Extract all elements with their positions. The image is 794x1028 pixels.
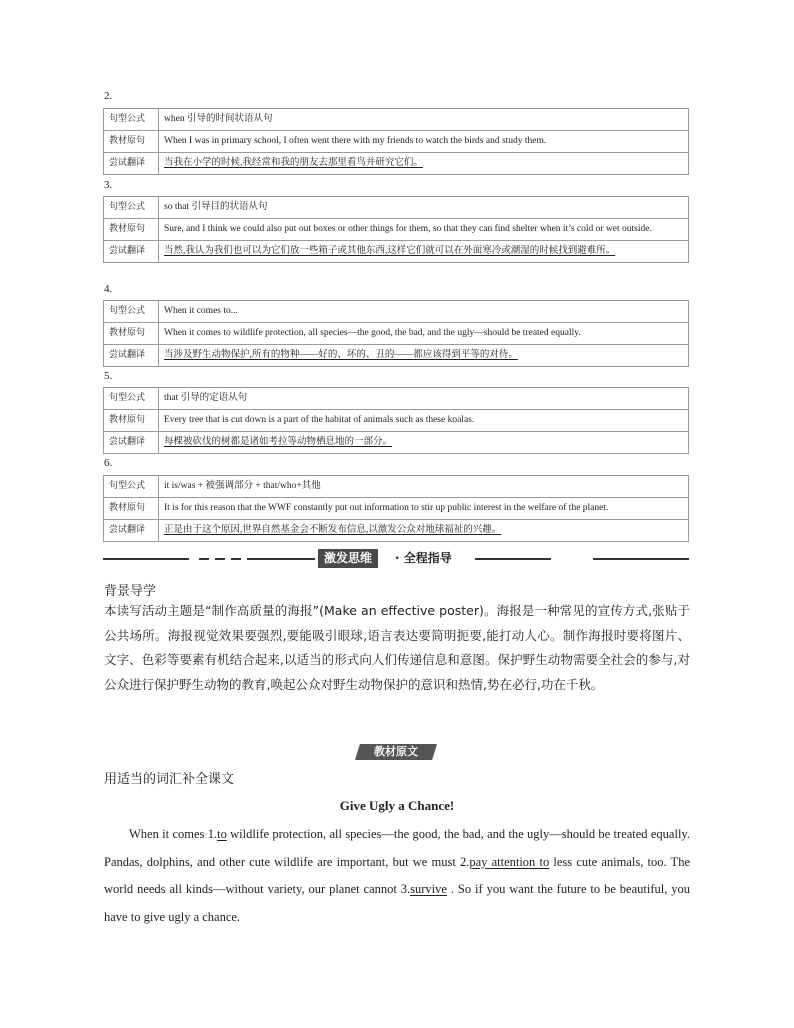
- divider-dash: [215, 558, 226, 560]
- source-sentence: When it comes to wildlife protection, all species—the good, the bad, and the ugly—should be treated equally.: [159, 323, 689, 345]
- story-paragraph: [104, 821, 690, 931]
- translate-label: 尝试翻译: [104, 153, 159, 175]
- source-label: 教材原句: [104, 410, 159, 432]
- translation-text: 当然,我认为我们也可以为它们放一些箱子或其他东西,这样它们就可以在外面寒冷或潮湿的时候找到避难所。: [164, 246, 616, 256]
- source-label: 教材原句: [104, 219, 159, 241]
- pattern-label: 句型公式: [104, 301, 159, 323]
- section-heading-sub: · 全程指导: [395, 551, 452, 565]
- divider-line: [475, 558, 551, 560]
- sentence-pattern-table: [103, 387, 689, 454]
- pattern-label: 句型公式: [104, 388, 159, 410]
- source-sentence: Every tree that is cut down is a part of the habitat of animals such as these koalas.: [159, 410, 689, 432]
- sentence-pattern-table: [103, 108, 689, 175]
- section-heading-box: 激发思维: [318, 549, 378, 568]
- translation-text: 正是由于这个原因,世界自然基金会不断发布信息,以激发公众对地球福祉的兴趣。: [164, 525, 502, 535]
- fill-instruction: 用适当的词汇补全课文: [104, 772, 235, 787]
- pattern-text: it is/was + 被强调部分 + that/who+其他: [159, 476, 689, 498]
- divider-line: [593, 558, 689, 560]
- source-sentence: It is for this reason that the WWF constantly put out information to stir up public interest in the welfare of the planet.: [159, 498, 689, 520]
- answer-blank-1: to: [217, 827, 227, 841]
- divider-dash: [231, 558, 242, 560]
- story-text: . So if you want the future to be beautiful, you have to give ugly a chance.: [104, 882, 690, 924]
- pattern-text: so that 引导目的状语从句: [159, 197, 689, 219]
- pattern-label: 句型公式: [104, 197, 159, 219]
- divider-line: [247, 558, 315, 560]
- item-number: 6.: [104, 457, 113, 469]
- story-title: Give Ugly a Chance!: [339, 798, 455, 813]
- pattern-label: 句型公式: [104, 109, 159, 131]
- translate-label: 尝试翻译: [104, 520, 159, 542]
- translate-label: 尝试翻译: [104, 432, 159, 454]
- divider-line: [103, 558, 189, 560]
- item-number: 5.: [104, 370, 113, 382]
- translate-label: 尝试翻译: [104, 241, 159, 263]
- background-title: 背景导学: [104, 584, 157, 599]
- story-text: wildlife protection, all species—the good, the bad, and the ugly—should be treated equally. Pandas, dolphins, and other cute wildlife are important, but we must 2.: [104, 827, 690, 869]
- background-paragraph: 本读写活动主题是“制作高质量的海报”(Make an effective poster)。海报是一种常见的宣传方式,张贴于公共场所。海报视觉效果要强烈,要能吸引眼球,语言表达要简明扼要,能打动人心。制作海报时要将图片、文字、色彩等要素有机结合起来,以适当的形式向人们传递信息和意图。保护野生动物需要全社会的参与,对公众进行保护野生动物的教育,唤起公众对野生动物保护的意识和热情,势在必行,功在千秋。: [104, 603, 690, 692]
- source-label: 教材原句: [104, 498, 159, 520]
- item-number: 2.: [104, 90, 113, 102]
- translation-text: 当涉及野生动物保护,所有的物种——好的、坏的、丑的——都应该得到平等的对待。: [164, 350, 518, 360]
- source-label: 教材原句: [104, 131, 159, 153]
- divider-dash: [199, 558, 210, 560]
- answer-blank-3: survive: [410, 882, 447, 896]
- story-text: When it comes 1.: [129, 827, 218, 841]
- translate-label: 尝试翻译: [104, 345, 159, 367]
- source-label: 教材原句: [104, 323, 159, 345]
- source-sentence: When I was in primary school, I often went there with my friends to watch the birds and study them.: [159, 131, 689, 153]
- translation-text: 每棵被砍伐的树都是诸如考拉等动物栖息地的一部分。: [164, 437, 393, 447]
- translation-text: 当我在小学的时候,我经常和我的朋友去那里看鸟并研究它们。: [164, 158, 423, 168]
- sentence-pattern-table: [103, 475, 689, 542]
- answer-blank-2: pay attention to: [469, 854, 550, 869]
- pattern-text: that 引导的定语从句: [159, 388, 689, 410]
- section-divider: [103, 549, 689, 569]
- pattern-text: When it comes to...: [159, 301, 689, 323]
- pattern-text: when 引导的时间状语从句: [159, 109, 689, 131]
- item-number: 3.: [104, 179, 113, 191]
- source-sentence: Sure, and I think we could also put out boxes or other things for them, so that they can find shelter when it’s cold or wet outside.: [159, 219, 689, 241]
- sentence-pattern-table: [103, 300, 689, 367]
- story-text: less cute animals, too. The world needs all kinds—without variety, our planet cannot 3.: [104, 854, 690, 896]
- textbook-original-badge: [355, 744, 437, 760]
- badge-label: 教材原文: [374, 745, 418, 758]
- sentence-pattern-table: [103, 196, 689, 263]
- pattern-label: 句型公式: [104, 476, 159, 498]
- item-number: 4.: [104, 283, 113, 295]
